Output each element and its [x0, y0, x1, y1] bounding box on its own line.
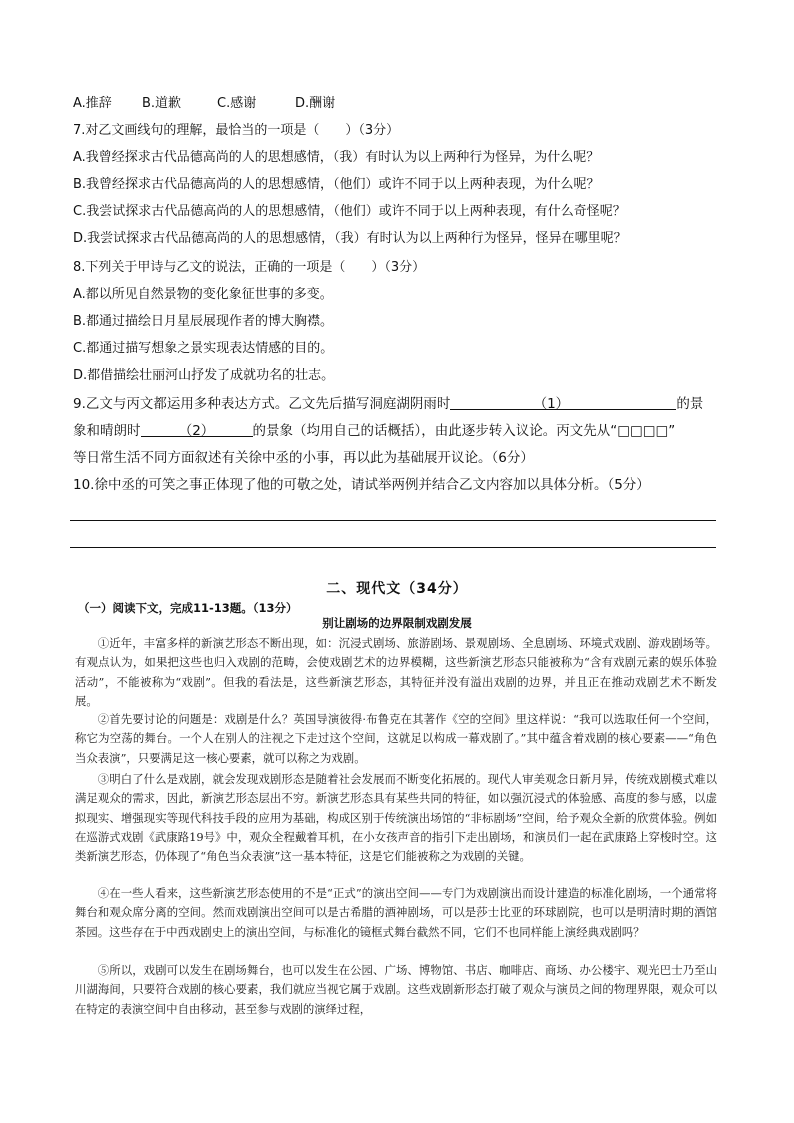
- q7-stem: 7.对乙文画线句的理解，最恰当的一项是（ ）（3分）: [73, 123, 400, 138]
- reading-1-heading: （一）阅读下文，完成11-13题。（13分）: [78, 601, 298, 615]
- q10-stem: 10.徐中丞的可笑之事正体现了他的可敬之处，请试举两例并结合乙文内容加以具体分析。（5分）: [73, 477, 650, 493]
- paragraph-4: ④在一些人看来，这些新演艺形态使用的不是“正式”的演出空间——专门为戏剧演出而设计建造的标准化剧场，一个通常将舞台和观众席分离的空间。然而戏剧演出空间可以是古希腊的酒神剧场，可以是莎士比亚的环球剧院，也可以是明清时期的酒馆茶园。这些存在于中西戏剧史上的演出空间，与标准化的镜框式舞台截然不同，它们不也同样能上演经典戏剧吗？: [75, 886, 717, 939]
- q9-line-2: [73, 422, 675, 440]
- article-title: 别让剧场的边界限制戏剧发展: [322, 616, 472, 630]
- paragraph-5: ⑤所以，戏剧可以发生在剧场舞台，也可以发生在公园、广场、博物馆、书店、咖啡店、商场、办公楼宇、观光巴士乃至山川湖海间，只要符合戏剧的核心要素，我们就应当视它属于戏剧。这些戏剧新形态打破了观众与演员之间的物理界限，观众可以在特定的表演空间中自由移动，甚至参与戏剧的演绎过程，: [75, 963, 717, 1016]
- q9-text-2: 的景: [676, 396, 704, 412]
- section-2-title: 二、现代文（34分）: [326, 581, 468, 597]
- q9-line-1: [73, 395, 703, 413]
- paragraph-3: ③明白了什么是戏剧，就会发现戏剧形态是随着社会发展而不断变化拓展的。现代人审美观念日新月异，传统戏剧模式难以满足观众的需求，因此，新演艺形态层出不穷。新演艺形态具有某些共同的特征，如以强沉浸式的体验感、高度的参与感，以虚拟现实、增强现实等现代科技手段的应用为基础，构成区别于传统演出场馆的“非标剧场”空间，给予观众全新的欣赏体验。例如在巡游式戏剧《武康路19号》中，观众全程戴着耳机，在小女孩声音的指引下走出剧场，和演员们一起在武康路上穿梭时空。这类新演艺形态，仍体现了“角色当众表演”这一基本特征，这是它们能被称之为戏剧的关键。: [75, 772, 717, 864]
- q6-option-c: C.感谢: [217, 96, 257, 111]
- q7-option-d: D.我尝试探求古代品德高尚的人的思想感情，（我）有时认为以上两种行为怪异，怪异在哪里呢？: [73, 231, 627, 246]
- q9-blank-1-label: （1）: [533, 396, 570, 412]
- q8-option-d: D.都借描绘壮丽河山抒发了成就功名的壮志。: [73, 368, 335, 383]
- q6-option-d: D.酬谢: [295, 96, 336, 111]
- q8-option-a: A.都以所见自然景物的变化象征世事的多变。: [73, 287, 333, 302]
- q8-stem: 8.下列关于甲诗与乙文的说法，正确的一项是（ ）（3分）: [73, 260, 426, 275]
- q6-option-b: B.道歉: [142, 96, 182, 111]
- q9-text-3: 象和晴朗时: [73, 423, 141, 439]
- paragraph-1: ①近年，丰富多样的新演艺形态不断出现，如：沉浸式剧场、旅游剧场、景观剧场、全息剧场、环境式戏剧、游戏剧场等。有观点认为，如果把这些也归入戏剧的范畴，会使戏剧艺术的边界模糊，这些新演艺形态只能被称为“含有戏剧元素的娱乐体验活动”，不能被称为“戏剧”。但我的看法是，这些新演艺形态，其特征并没有溢出戏剧的边界，并且正在推动戏剧艺术不断发展。: [75, 636, 717, 708]
- q9-line-3: 等日常生活不同方面叙述有关徐中丞的小事，再以此为基础展开议论。（6分）: [73, 450, 534, 466]
- paragraph-2: ②首先要讨论的问题是：戏剧是什么？英国导演彼得·布鲁克在其著作《空的空间》里这样说：“我可以选取任何一个空间，称它为空荡的舞台。一个人在别人的注视之下走过这个空间，这就足以构成一幕戏剧了。”其中蕴含着戏剧的核心要素——“角色当众表演”，只要满足这一核心要素，就可以称之为戏剧。: [75, 712, 717, 765]
- q7-option-a: A.我曾经探求古代品德高尚的人的思想感情，（我）有时认为以上两种行为怪异，为什么呢？: [73, 150, 600, 165]
- q9-blank-2[interactable]: [141, 422, 253, 437]
- q8-option-b: B.都通过描绘日月星辰展现作者的博大胸襟。: [73, 314, 334, 329]
- q7-option-b: B.我曾经探求古代品德高尚的人的思想感情，（他们）或许不同于以上两种表现，为什么呢？: [73, 177, 600, 192]
- q9-blank-1[interactable]: [450, 395, 676, 410]
- q9-text-4: 的景象（均用自己的话概括），由此逐步转入议论。丙文先从“□□□□”: [252, 423, 676, 439]
- q6-options: [73, 95, 335, 113]
- q9-text-1: 9.乙文与丙文都运用多种表达方式。乙文先后描写洞庭湖阴雨时: [73, 396, 451, 412]
- q6-option-a: A.推辞: [73, 96, 112, 111]
- q9-blank-2-label: （2）: [178, 423, 215, 439]
- answer-line-2[interactable]: [70, 547, 716, 548]
- q8-option-c: C.都通过描写想象之景实现表达情感的目的。: [73, 341, 334, 356]
- q7-option-c: C.我尝试探求古代品德高尚的人的思想感情，（他们）或许不同于以上两种表现，有什么奇怪呢？: [73, 204, 626, 219]
- answer-line-1[interactable]: [70, 520, 716, 521]
